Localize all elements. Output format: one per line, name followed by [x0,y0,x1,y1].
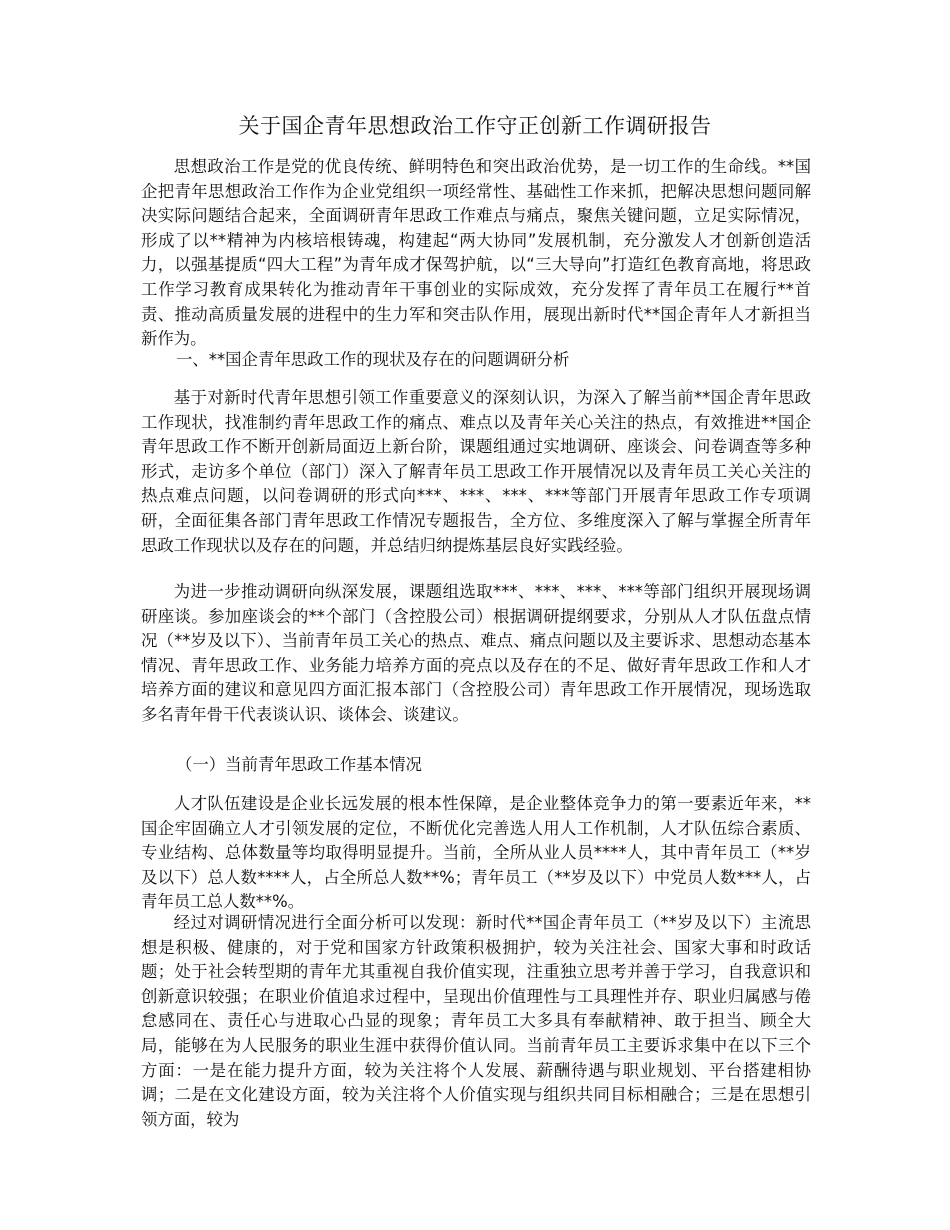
survey-paragraph: 基于对新时代青年思想引领工作重要意义的深刻认识，为深入了解当前**国企青年思政工作现状，找准制约青年思政工作的痛点、难点以及青年关心关注的热点，有效推进**国企青年思政工作不断开创新局面迈上新台阶，课题组通过实地调研、座谈会、问卷调查等多种形式，走访多个单位（部门）深入了解青年员工思政工作开展情况以及青年员工关心关注的热点难点问题，以问卷调研的形式向***、***、***、***等部门开展青年思政工作专项调研，全面征集各部门青年思政工作情况专题报告，全方位、多维度深入了解与掌握全所青年思政工作现状以及存在的问题，并总结归纳提炼基层良好实践经验。 [141,388,811,555]
subsection-heading: （一）当前青年思政工作基本情况 [176,755,422,774]
symposium-paragraph: 为进一步推动调研向纵深发展，课题组选取***、***、***、***等部门组织开展现场调研座谈。参加座谈会的**个部门（含控股公司）根据调研提纲要求，分别从人才队伍盘点情况（**岁及以下）、当前青年员工关心的热点、难点、痛点问题以及主要诉求、思想动态基本情况、青年思政工作、业务能力培养方面的亮点以及存在的不足、做好青年思政工作和人才培养方面的建议和意见四方面汇报本部门（含控股公司）青年思政工作开展情况，现场选取多名青年骨干代表谈认识、谈体会、谈建议。 [141,582,811,724]
analysis-paragraph: 经过对调研情况进行全面分析可以发现：新时代**国企青年员工（**岁及以下）主流思想是积极、健康的，对于党和国家方针政策积极拥护，较为关注社会、国家大事和时政话题；处于社会转型期的青年尤其重视自我价值实现，注重独立思考并善于学习，自我意识和创新意识较强；在职业价值追求过程中，呈现出价值理性与工具理性并存、职业归属感与倦怠感同在、责任心与进取心凸显的现象；青年员工大多具有奉献精神、敢于担当、顾全大局，能够在为人民服务的职业生涯中获得价值认同。当前青年员工主要诉求集中在以下三个方面：一是在能力提升方面，较为关注将个人发展、薪酬待遇与职业规划、平台搭建相协调；二是在文化建设方面，较为关注将个人价值实现与组织共同目标相融合；三是在思想引领方面，较为 [141,913,811,1129]
document-title: 关于国企青年思想政治工作守正创新工作调研报告 [238,114,712,138]
section-heading: 一、**国企青年思政工作的现状及存在的问题调研分析 [176,350,570,369]
intro-paragraph: 思想政治工作是党的优良传统、鲜明特色和突出政治优势，是一切工作的生命线。**国企把青年思想政治工作作为企业党组织一项经常性、基础性工作来抓，把解决思想问题同解决实际问题结合起来，全面调研青年思政工作难点与痛点，聚焦关键问题，立足实际情况，形成了以**精神为内核培根铸魂，构建起“两大协同”发展机制，充分激发人才创新创造活力，以强基提质“四大工程”为青年成才保驾护航，以“三大导向”打造红色教育高地，将思政工作学习教育成果转化为推动青年干事创业的实际成效，充分发挥了青年员工在履行**首责、推动高质量发展的进程中的生力军和突击队作用，展现出新时代**国企青年人才新担当新作为。 [141,157,811,349]
talent-paragraph: 人才队伍建设是企业长远发展的根本性保障，是企业整体竞争力的第一要素近年来，**国企牢固确立人才引领发展的定位，不断优化完善选人用人工作机制，人才队伍综合素质、专业结构、总体数量等均取得明显提升。当前，全所从业人员****人，其中青年员工（**岁及以下）总人数****人，占全所总人数**%；青年员工（**岁及以下）中党员人数***人，占青年员工总人数**%。 [141,794,811,912]
